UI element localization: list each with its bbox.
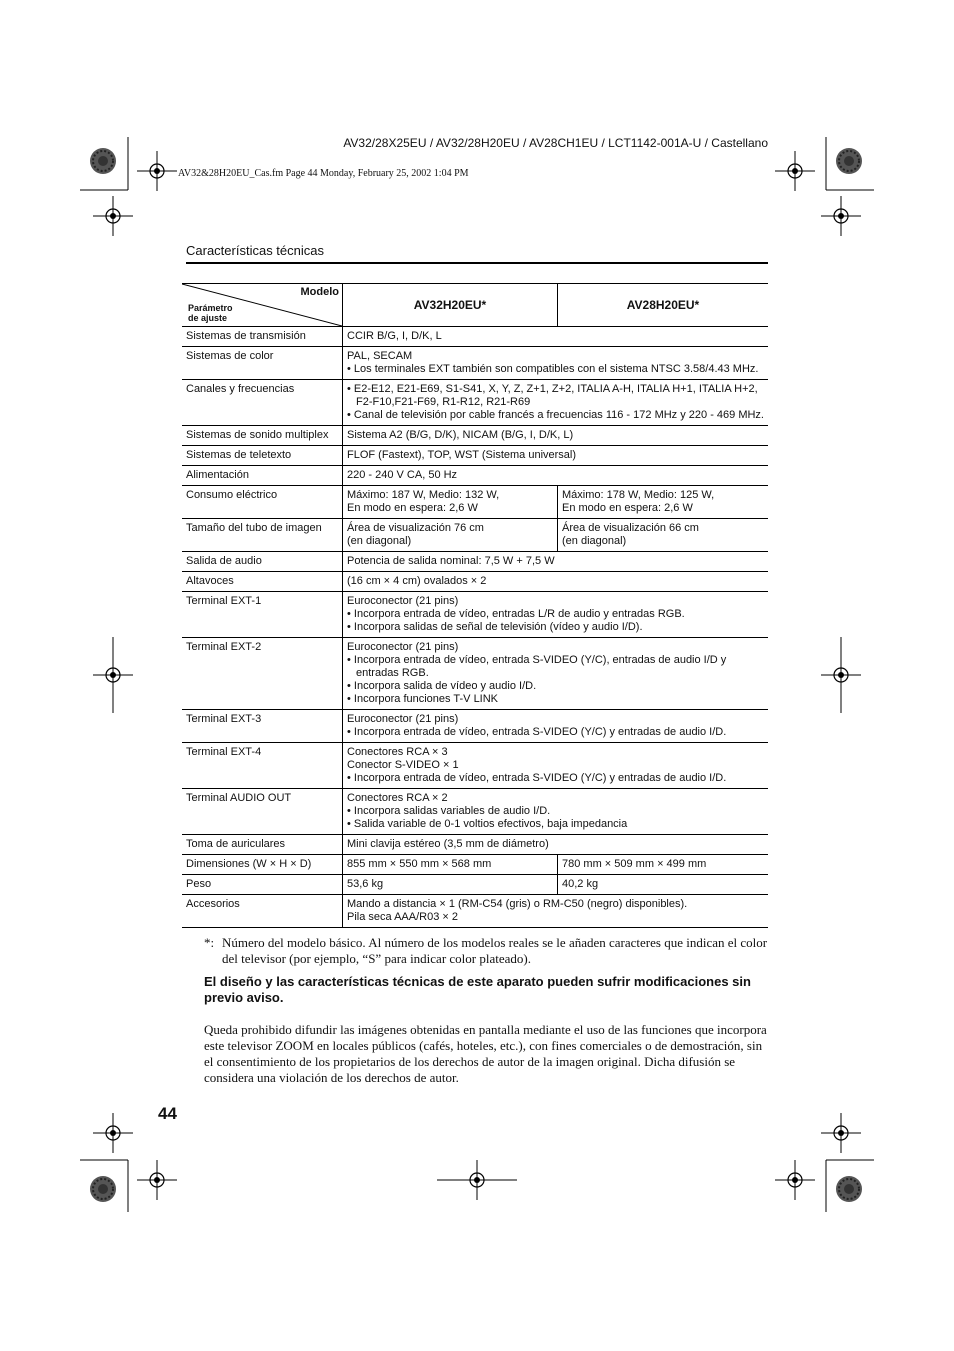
row-value: FLOF (Fastext), TOP, WST (Sistema universal) — [343, 446, 769, 466]
row-value-line: Mando a distancia × 1 (RM-C54 (gris) o RM-C50 (negro) disponibles). — [347, 898, 688, 910]
corner-label-parameter: Parámetro de ajuste — [188, 303, 233, 323]
row-value-line: Conectores RCA × 3 — [347, 746, 448, 758]
registration-mark-icon — [821, 1113, 861, 1153]
footnote-text: Número del modelo básico. Al número de los modelos reales se le añaden caracteres que indican el color del televisor (por ejemplo, “S” para indicar color plateado). — [222, 935, 768, 966]
row-param: Terminal EXT-2 — [182, 638, 343, 710]
row-value-av28: 40,2 kg — [558, 875, 769, 895]
row-value: Sistema A2 (B/G, D/K), NICAM (B/G, I, D/K, L) — [343, 426, 769, 446]
zoom-copyright-paragraph: Queda prohibido difundir las imágenes obtenidas en pantalla mediante el uso de las funciones que incorpora este televisor ZOOM en locales públicos (cafés, hoteles, etc.), con fines comerciales o de demostración, sin el consentimiento de los propietarios de los derechos de autor de la imagen original. Dicha difusión se considera una violación de los derechos de autor. — [204, 1022, 767, 1085]
color-target-icon — [90, 1176, 116, 1202]
row-param: Sistemas de transmisión — [182, 327, 343, 347]
color-target-icon — [836, 148, 862, 174]
registration-mark-icon — [775, 151, 815, 191]
page-number: 44 — [158, 1104, 177, 1123]
row-value-av32: Máximo: 187 W, Medio: 132 W, En modo en espera: 2,6 W — [343, 486, 558, 519]
row-value-av32: Área de visualización 76 cm (en diagonal) — [343, 519, 558, 552]
row-param: Terminal EXT-4 — [182, 743, 343, 789]
corner-label-model: Modelo — [300, 286, 339, 298]
list-item: • Los terminales EXT también son compatibles con el sistema NTSC 3.58/4.43 MHz. — [347, 363, 764, 376]
row-value: Potencia de salida nominal: 7,5 W + 7,5 W — [343, 552, 769, 572]
row-value-line: Euroconector (21 pins) — [347, 641, 459, 653]
registration-mark-icon — [93, 1113, 133, 1153]
row-param: Consumo eléctrico — [182, 486, 343, 519]
row-value-line: Conector S-VIDEO × 1 — [347, 759, 459, 771]
change-notice: El diseño y las características técnicas de este aparato pueden sufrir modificaciones sin previo aviso. — [204, 974, 751, 1005]
color-target-icon — [836, 1176, 862, 1202]
list-item: • E2-E12, E21-E69, S1-S41, X, Y, Z, Z+1, Z+2, ITALIA A-H, ITALIA H+1, ITALIA H+2, F2-F10,F21-F69, R1-R12, R21-R69 — [347, 383, 764, 409]
row-value-line: Euroconector (21 pins) — [347, 713, 459, 725]
file-info-line: AV32&28H20EU_Cas.fm Page 44 Monday, February 25, 2002 1:04 PM — [178, 168, 469, 179]
registration-mark-icon — [821, 196, 861, 236]
list-item: • Incorpora salida de vídeo y audio I/D. — [347, 680, 764, 693]
row-value: CCIR B/G, I, D/K, L — [343, 327, 769, 347]
list-item: • Salida variable de 0-1 voltios efectivos, baja impedancia — [347, 818, 764, 831]
list-item: • Incorpora funciones T-V LINK — [347, 693, 764, 706]
row-value-av28: 780 mm × 509 mm × 499 mm — [558, 855, 769, 875]
crop-mark-icon — [80, 137, 874, 1212]
list-item: • Incorpora entrada de vídeo, entrada S-VIDEO (Y/C), entradas de audio I/D y entradas RGB. — [347, 654, 764, 680]
row-param: Terminal EXT-1 — [182, 592, 343, 638]
registration-mark-icon — [93, 196, 133, 236]
section-title: Características técnicas — [186, 243, 324, 258]
footnote-mark: *: — [204, 935, 215, 950]
row-value-line: PAL, SECAM — [347, 350, 413, 362]
row-value-av28: Máximo: 178 W, Medio: 125 W, En modo en espera: 2,6 W — [558, 486, 769, 519]
row-param: Sistemas de sonido multiplex — [182, 426, 343, 446]
row-param: Toma de auriculares — [182, 835, 343, 855]
registration-mark-icon — [775, 1160, 815, 1200]
row-param: Canales y frecuencias — [182, 380, 343, 426]
row-param: Alimentación — [182, 466, 343, 486]
model-line: AV32/28X25EU / AV32/28H20EU / AV28CH1EU / LCT1142-001A-U / Castellano — [343, 136, 768, 150]
row-value: Mini clavija estéreo (3,5 mm de diámetro) — [343, 835, 769, 855]
color-target-icon — [90, 148, 116, 174]
row-value-line: Pila seca AAA/R03 × 2 — [347, 911, 458, 923]
list-item: • Incorpora entrada de vídeo, entrada S-VIDEO (Y/C) y entradas de audio I/D. — [347, 772, 764, 785]
list-item: • Incorpora salidas de señal de televisión (vídeo y audio I/D). — [347, 621, 764, 634]
row-param: Salida de audio — [182, 552, 343, 572]
registration-mark-icon — [137, 151, 177, 191]
row-param: Terminal AUDIO OUT — [182, 789, 343, 835]
list-item: • Incorpora entrada de vídeo, entrada S-VIDEO (Y/C) y entradas de audio I/D. — [347, 726, 764, 739]
row-value-line: Euroconector (21 pins) — [347, 595, 459, 607]
row-value-av32: 53,6 kg — [343, 875, 558, 895]
row-value-av28: Área de visualización 66 cm (en diagonal) — [558, 519, 769, 552]
list-item: • Canal de televisión por cable francés a frecuencias 116 - 172 MHz y 220 - 469 MHz. — [347, 409, 764, 422]
column-header-av32: AV32H20EU* — [343, 284, 558, 327]
row-param: Sistemas de teletexto — [182, 446, 343, 466]
list-item: • Incorpora entrada de vídeo, entradas L/R de audio y entradas RGB. — [347, 608, 764, 621]
row-param: Accesorios — [182, 895, 343, 928]
row-param: Tamaño del tubo de imagen — [182, 519, 343, 552]
column-header-av28: AV28H20EU* — [558, 284, 769, 327]
row-value-line: Conectores RCA × 2 — [347, 792, 448, 804]
list-item: • Incorpora salidas variables de audio I/D. — [347, 805, 764, 818]
row-param: Sistemas de color — [182, 347, 343, 380]
row-param: Peso — [182, 875, 343, 895]
row-param: Altavoces — [182, 572, 343, 592]
row-value-av32: 855 mm × 550 mm × 568 mm — [343, 855, 558, 875]
row-value: (16 cm × 4 cm) ovalados × 2 — [343, 572, 769, 592]
registration-mark-icon — [137, 1160, 177, 1200]
row-param: Terminal EXT-3 — [182, 710, 343, 743]
row-param: Dimensiones (W × H × D) — [182, 855, 343, 875]
row-value: 220 - 240 V CA, 50 Hz — [343, 466, 769, 486]
